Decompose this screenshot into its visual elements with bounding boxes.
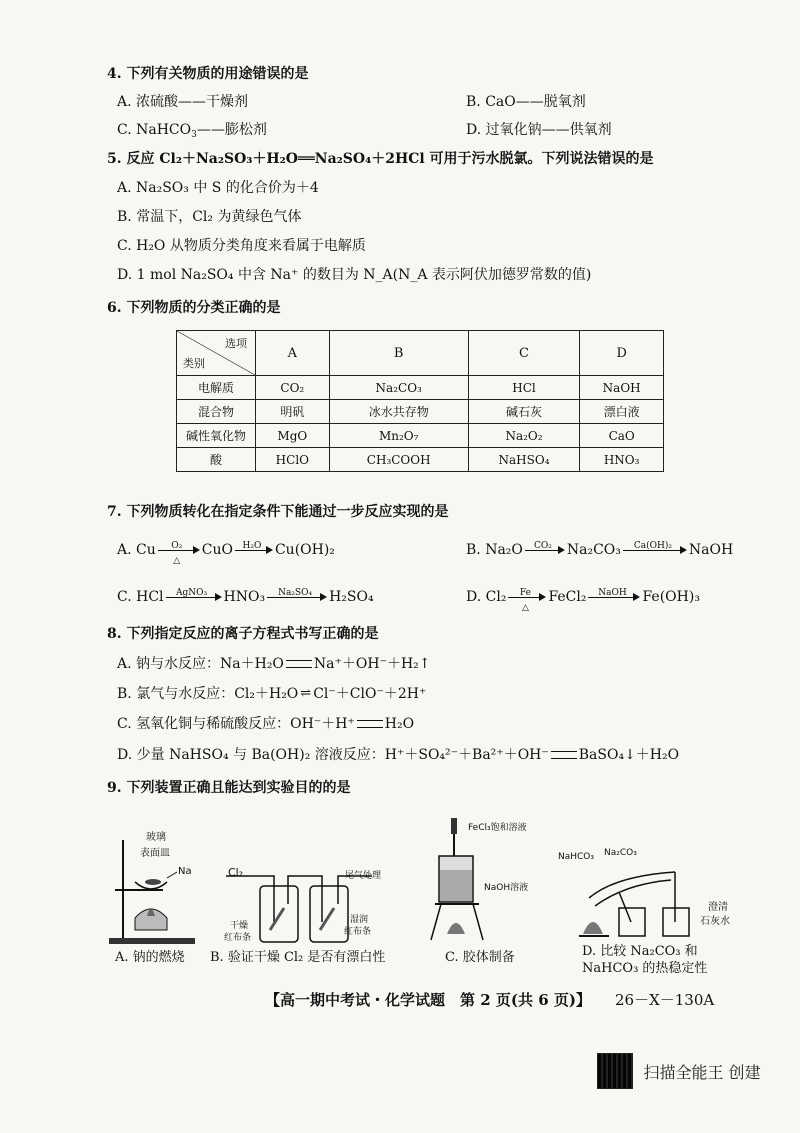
q5-option-c: C. H₂O 从物质分类角度来看属于电解质 xyxy=(117,238,366,254)
q7-stem: 7. 下列物质转化在指定条件下能通过一步反应实现的是 xyxy=(107,504,449,520)
label-dry: 干燥 xyxy=(230,921,249,931)
q8-stem: 8. 下列指定反应的离子方程式书写正确的是 xyxy=(107,626,379,642)
reaction-arrow: AgNO₃ xyxy=(166,587,222,607)
table-row xyxy=(177,448,664,472)
reaction-arrow: O₂ △ xyxy=(158,540,200,560)
label-wet: 湿润 xyxy=(350,915,369,925)
row-category: 碱性氧化物 xyxy=(177,424,256,448)
table-cell: Na₂CO₃ xyxy=(329,376,468,400)
label-glass: 玻璃 xyxy=(146,832,166,843)
page-footer: 【高一期中考试・化学试题 第 2 页(共 6 页)】 xyxy=(265,991,591,1009)
table-cell: HClO xyxy=(256,448,330,472)
label-watch-glass: 表面皿 xyxy=(140,848,170,859)
caption-d-line2: NaHCO₃ 的热稳定性 xyxy=(582,961,708,976)
table-cell: CO₂ xyxy=(256,376,330,400)
header-category-label: 类别 xyxy=(183,357,205,370)
reaction-arrow: Na₂SO₄ xyxy=(267,587,327,607)
q4-option-a: A. 浓硫酸——干燥剂 xyxy=(117,94,249,110)
thermal-stability-apparatus xyxy=(575,858,705,940)
q8-option-d: D. 少量 NaHSO₄ 与 Ba(OH)₂ 溶液反应：H⁺＋SO₄²⁻＋Ba²⁺＋OH⁻ BaSO₄↓＋H₂O xyxy=(117,747,680,763)
table-row xyxy=(177,376,664,400)
caption-c: C. 胶体制备 xyxy=(445,950,515,965)
reaction-arrow: CO₂ xyxy=(525,540,565,560)
table-corner-cell xyxy=(177,331,256,376)
table-cell: HNO₃ xyxy=(580,448,664,472)
q7-option-d: D. Cl₂ Fe △ FeCl₂ NaOH Fe(OH)₃ xyxy=(466,588,700,613)
row-category: 电解质 xyxy=(177,376,256,400)
q8-option-a: A. 钠与水反应：Na＋H₂O Na⁺＋OH⁻＋H₂↑ xyxy=(117,656,431,672)
label-cl2: Cl₂ xyxy=(228,866,244,879)
label-na: Na xyxy=(178,866,192,877)
q9-stem: 9. 下列装置正确且能达到实验目的的是 xyxy=(107,780,351,796)
q7-option-c: C. HCl AgNO₃ HNO₃ Na₂SO₄ H₂SO₄ xyxy=(117,588,374,605)
table-cell: CH₃COOH xyxy=(329,448,468,472)
col-header: D xyxy=(580,331,664,376)
label-tail-gas: 尾气处理 xyxy=(345,871,382,881)
classification-table xyxy=(176,330,664,472)
row-category: 混合物 xyxy=(177,400,256,424)
q4-option-c: C. NaHCO$_3$——膨松剂 xyxy=(117,122,267,140)
q5-option-d: D. 1 mol Na₂SO₄ 中含 Na⁺ 的数目为 N_A(N_A 表示阿伏加德罗常数的值) xyxy=(117,267,592,283)
label-nahco3: NaHCO₃ xyxy=(558,852,594,862)
reaction-arrow: Ca(OH)₂ xyxy=(623,540,687,560)
caption-a: A. 钠的燃烧 xyxy=(115,950,185,965)
caption-d-line1: D. 比较 Na₂CO₃ 和 xyxy=(582,944,698,959)
header-option-label: 选项 xyxy=(225,337,247,350)
table-cell: 漂白液 xyxy=(580,400,664,424)
col-header: B xyxy=(329,331,468,376)
label-fecl3: FeCl₃饱和溶液 xyxy=(468,823,527,833)
table-cell: Na₂O₂ xyxy=(468,424,580,448)
table-cell: NaOH xyxy=(580,376,664,400)
table-row xyxy=(177,400,664,424)
label-na2co3: Na₂CO₃ xyxy=(604,848,637,858)
table-cell: MgO xyxy=(256,424,330,448)
q4-stem: 4. 下列有关物质的用途错误的是 xyxy=(107,66,309,82)
q7-option-a: A. Cu O₂ △ CuO H₂O Cu(OH)₂ xyxy=(117,541,335,566)
row-category: 酸 xyxy=(177,448,256,472)
col-header: C xyxy=(468,331,580,376)
reaction-arrow: NaOH xyxy=(588,587,640,607)
label-red-cloth-dry: 红布条 xyxy=(224,933,252,943)
table-cell: 冰水共存物 xyxy=(329,400,468,424)
table-row xyxy=(177,424,664,448)
watermark-text: 扫描全能王 创建 xyxy=(643,1062,761,1082)
col-header: A xyxy=(256,331,330,376)
label-red-cloth-wet: 红布条 xyxy=(344,927,372,937)
q5-option-a: A. Na₂SO₃ 中 S 的化合价为＋4 xyxy=(117,180,319,196)
q5-option-b: B. 常温下，Cl₂ 为黄绿色气体 xyxy=(117,209,302,225)
q4-option-d: D. 过氧化钠——供氧剂 xyxy=(466,122,612,138)
q5-stem: 5. 反应 Cl₂＋Na₂SO₃＋H₂O══Na₂SO₄＋2HCl 可用于污水脱氯。下列说法错误的是 xyxy=(107,151,654,167)
label-limewater-2: 石灰水 xyxy=(700,916,730,927)
qr-code-icon xyxy=(597,1053,633,1089)
table-cell: Mn₂O₇ xyxy=(329,424,468,448)
scanner-watermark xyxy=(597,1053,761,1089)
table-cell: HCl xyxy=(468,376,580,400)
table-cell: 碱石灰 xyxy=(468,400,580,424)
reaction-arrow: Fe △ xyxy=(508,587,546,607)
table-cell: 明矾 xyxy=(256,400,330,424)
q4-option-b: B. CaO——脱氧剂 xyxy=(466,94,586,110)
reaction-arrow: H₂O xyxy=(235,540,273,560)
q7-option-b: B. Na₂O CO₂ Na₂CO₃ Ca(OH)₂ NaOH xyxy=(466,541,734,558)
exam-code: 26－X－130A xyxy=(615,991,715,1009)
label-naoh: NaOH溶液 xyxy=(484,883,529,893)
q8-option-c: C. 氢氧化铜与稀硫酸反应：OH⁻＋H⁺ H₂O xyxy=(117,716,415,732)
table-cell: NaHSO₄ xyxy=(468,448,580,472)
q8-option-b: B. 氯气与水反应：Cl₂＋H₂O ⇌ Cl⁻＋ClO⁻＋2H⁺ xyxy=(117,686,427,702)
q6-stem: 6. 下列物质的分类正确的是 xyxy=(107,300,281,316)
label-limewater-1: 澄清 xyxy=(708,902,728,913)
table-cell: CaO xyxy=(580,424,664,448)
caption-b: B. 验证干燥 Cl₂ 是否有漂白性 xyxy=(210,950,386,965)
